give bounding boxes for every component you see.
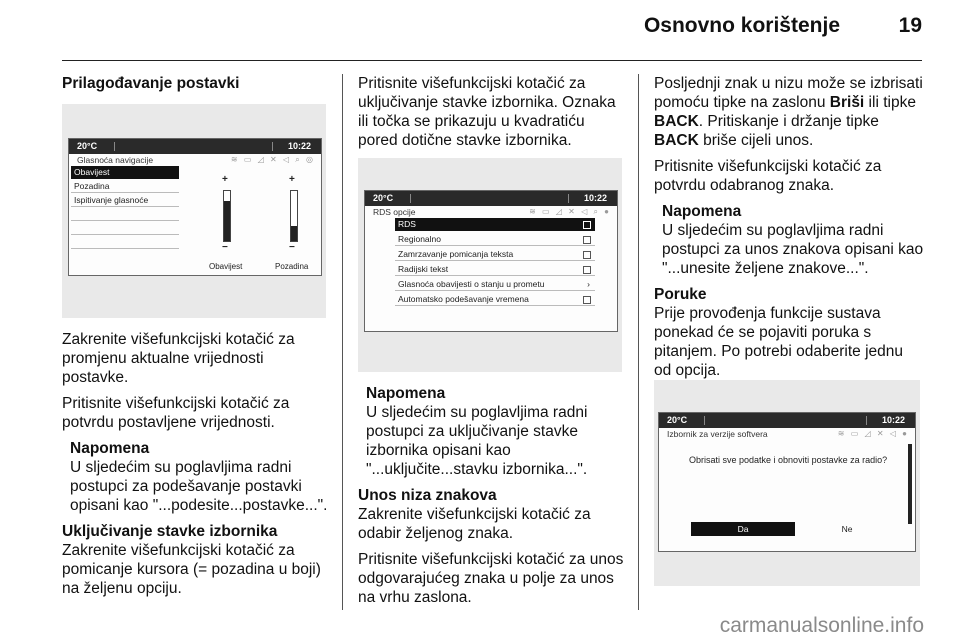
screenshot-reset-dialog [654, 380, 920, 586]
note [62, 439, 330, 515]
paragraph: Pritisnite višefunkcijski kotačić za potvrdu postavljene vrijednosti. [62, 395, 290, 431]
scrollbar[interactable] [908, 444, 912, 524]
checkbox-icon [583, 221, 591, 229]
paragraph: Pritisnite višefunkcijski kotačić za uključivanje stavke izbornika. Oznaka ili točka se prikazuju u kvadratiću pored dotične stavke izbornika. [358, 75, 616, 149]
subheading: Poruke [654, 286, 707, 303]
status-icons: ≋ ▭ ◿ ✕ ◁ ⌕ ● [529, 207, 611, 216]
menu-item-rds[interactable]: RDS [395, 218, 595, 231]
no-button[interactable]: Ne [841, 524, 853, 534]
note-text: U sljedećim su poglavljima radni postupci za uključivanje stavke izbornika opisani kao "...uključite...stavku izbornika...". [366, 404, 588, 478]
display-screen [364, 190, 618, 332]
column-2-body [358, 384, 626, 614]
paragraph: Prije provođenja funkcije sustava ponekad će se pojaviti poruka s pitanjem. Po potrebi odaberite jednu od opcija. [654, 305, 904, 379]
page-number: 19 [898, 14, 922, 37]
column-1 [62, 74, 330, 100]
display-screen: 20°C 10:22 Glasnoća navigacije ≋ ▭ ◿ ✕ ◁ ⌕ ◎ Obavijest Pozadina Ispitivanje glasnoće + − + − Obavijest Pozadina [68, 138, 322, 276]
status-bar [659, 413, 915, 428]
column-separator [342, 74, 343, 610]
paragraph: Pritisnite višefunkcijski kotačić za unos odgovarajućeg znaka u polje za unos na vrhu zaslona. [358, 551, 624, 606]
temperature: 20°C [77, 141, 98, 151]
paragraph: Zakrenite višefunkcijski kotačić za pomicanje kursora (= pozadina u boji) na željenu opciju. [62, 542, 321, 597]
header-rule [62, 60, 922, 61]
screen-title: RDS opcije [373, 207, 416, 217]
menu-item[interactable]: Regionalno [395, 233, 595, 246]
column-separator [638, 74, 639, 610]
status-icons: ≋ ▭ ◿ ✕ ◁ ⌕ ◎ [230, 155, 315, 164]
checkbox-icon [583, 266, 591, 274]
note-text: U sljedećim su poglavljima radni postupci za podešavanje postavki opisani kao "...podesite...postavke...". [70, 459, 328, 514]
menu-item[interactable]: Radijski tekst [395, 263, 595, 276]
clock: 10:22 [287, 141, 311, 151]
yes-button[interactable]: Da [691, 522, 795, 536]
screenshot-rds-options [358, 158, 622, 372]
note-title: Napomena [366, 385, 446, 402]
menu-item-empty [71, 208, 179, 221]
status-bar [69, 139, 321, 154]
menu-item-empty [71, 222, 179, 235]
volume-gauge-left[interactable] [223, 190, 231, 242]
watermark: carmanualsonline.info [719, 614, 924, 637]
gauge-label: Obavijest [209, 262, 243, 271]
menu-item[interactable]: Glasnoća obavijesti o stanju u prometu › [395, 278, 595, 291]
status-bar [365, 191, 617, 206]
paragraph: Zakrenite višefunkcijski kotačić za promjenu aktualne vrijednosti postavke. [62, 331, 295, 386]
note-text: U sljedećim su poglavljima radni postupci za unos znakova opisani kao "...unesite željene znakove...". [662, 222, 924, 277]
paragraph: Pritisnite višefunkcijski kotačić za potvrdu odabranog znaka. [654, 158, 882, 194]
subheading: Unos niza znakova [358, 487, 497, 504]
volume-gauge-right[interactable] [290, 190, 298, 242]
screen-title: Glasnoća navigacije [77, 155, 154, 165]
status-icons: ≋ ▭ ◿ ✕ ◁ ● [837, 429, 909, 438]
menu-item[interactable]: Zamrzavanje pomicanja teksta [395, 248, 595, 261]
page-header-title: Osnovno korištenje [643, 14, 840, 37]
menu-item[interactable]: Obavijest [71, 166, 179, 179]
menu-item[interactable]: Ispitivanje glasnoće [71, 194, 179, 207]
menu-item[interactable]: Pozadina [71, 180, 179, 193]
checkbox-icon [583, 236, 591, 244]
note [654, 202, 924, 278]
paragraph: Zakrenite višefunkcijski kotačić za odabir željenog znaka. [358, 506, 591, 542]
column-2 [358, 74, 626, 157]
menu-item[interactable]: Automatsko podešavanje vremena [395, 293, 595, 306]
note [358, 384, 626, 479]
column-1-body [62, 330, 330, 605]
checkbox-icon [583, 296, 591, 304]
menu-item-empty [71, 236, 179, 249]
column-3 [654, 74, 924, 387]
temperature: 20°C [373, 193, 394, 203]
note-title: Napomena [662, 203, 742, 220]
screenshot-volume-settings [62, 104, 326, 318]
note-title: Napomena [70, 440, 150, 457]
screen-title: Izbornik za verzije softvera [667, 429, 768, 439]
dialog-question: Obrisati sve podatke i obnoviti postavke za radio? [689, 455, 888, 465]
clock: 10:22 [583, 193, 607, 203]
subheading: Uključivanje stavke izbornika [62, 523, 278, 540]
paragraph: Posljednji znak u nizu može se izbrisati pomoću tipke na zaslonu Briši ili tipke BACK. Pritiskanje i držanje tipke BACK briše cijeli unos. [654, 75, 923, 149]
temperature: 20°C [667, 415, 688, 425]
checkbox-icon [583, 251, 591, 259]
clock: 10:22 [881, 415, 905, 425]
display-screen [658, 412, 916, 552]
chevron-right-icon: › [587, 279, 590, 289]
section-heading: Prilagođavanje postavki [62, 75, 240, 92]
gauge-label: Pozadina [275, 262, 309, 271]
